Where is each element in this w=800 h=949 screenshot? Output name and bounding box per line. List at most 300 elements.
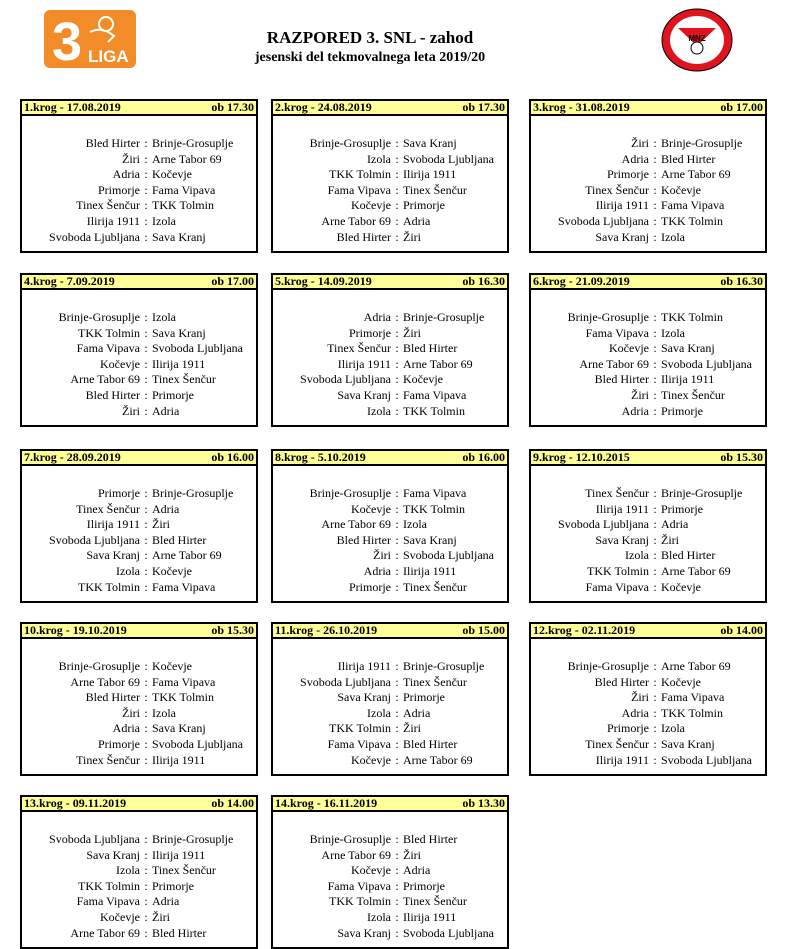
away-team: Svoboda Ljubljana bbox=[152, 341, 243, 356]
match-row bbox=[22, 737, 256, 753]
home-team: Kočevje bbox=[351, 752, 391, 767]
match-row bbox=[273, 404, 507, 420]
home-team: Žiri bbox=[122, 705, 140, 720]
match-row bbox=[22, 404, 256, 420]
match-separator: : bbox=[144, 167, 148, 182]
match-row bbox=[531, 357, 765, 373]
match-separator: : bbox=[395, 182, 399, 197]
match-row bbox=[273, 486, 507, 502]
home-team: Kočevje bbox=[100, 356, 140, 371]
home-team: Tinex Šenčur bbox=[585, 182, 649, 197]
away-team: Brinje-Grosuplje bbox=[661, 136, 743, 150]
round-header bbox=[22, 624, 256, 639]
away-team: Svoboda Ljubljana bbox=[403, 925, 494, 940]
match-separator: : bbox=[653, 517, 657, 532]
away-team: Primorje bbox=[403, 198, 445, 213]
match-row bbox=[531, 502, 765, 518]
round-time: ob 16.30 bbox=[462, 274, 505, 288]
match-separator: : bbox=[395, 310, 399, 324]
match-row bbox=[273, 910, 507, 926]
round-box bbox=[20, 273, 258, 427]
match-separator: : bbox=[653, 229, 657, 244]
away-team: Fama Vipava bbox=[152, 579, 216, 594]
home-team: Bled Hirter bbox=[85, 387, 140, 402]
match-separator: : bbox=[653, 341, 657, 356]
round-label: 9.krog - 12.10.2015 bbox=[533, 450, 630, 464]
home-team: Izola bbox=[367, 705, 391, 720]
match-separator: : bbox=[395, 486, 399, 500]
home-team: TKK Tolmin bbox=[78, 579, 140, 594]
round-header bbox=[273, 451, 507, 466]
home-team: Žiri bbox=[122, 403, 140, 418]
away-team: Brinje-Grosuplje bbox=[152, 136, 234, 150]
match-separator: : bbox=[395, 167, 399, 182]
away-team: Tinex Šenčur bbox=[661, 387, 725, 402]
round-box bbox=[529, 622, 767, 776]
match-separator: : bbox=[653, 182, 657, 197]
match-row bbox=[22, 198, 256, 214]
match-row bbox=[531, 136, 765, 152]
match-row bbox=[273, 136, 507, 152]
away-team: Izola bbox=[403, 517, 427, 532]
away-team: Brinje-Grosuplje bbox=[661, 486, 743, 500]
away-team: Arne Tabor 69 bbox=[661, 563, 731, 578]
home-team: Adria bbox=[621, 151, 649, 166]
match-row bbox=[273, 183, 507, 199]
match-row bbox=[531, 706, 765, 722]
away-team: Izola bbox=[661, 229, 685, 244]
away-team: Tinex Šenčur bbox=[403, 894, 467, 909]
home-team: TKK Tolmin bbox=[78, 325, 140, 340]
away-team: Sava Kranj bbox=[661, 736, 715, 751]
match-separator: : bbox=[144, 486, 148, 500]
home-team: Brinje-Grosuplje bbox=[309, 832, 391, 846]
home-team: Ilirija 1911 bbox=[595, 198, 649, 213]
match-row bbox=[22, 341, 256, 357]
match-row bbox=[273, 388, 507, 404]
home-team: Ilirija 1911 bbox=[86, 213, 140, 228]
home-team: Fama Vipava bbox=[327, 182, 391, 197]
away-team: Fama Vipava bbox=[403, 486, 467, 500]
away-team: Adria bbox=[403, 863, 431, 878]
match-separator: : bbox=[395, 136, 399, 150]
match-row bbox=[273, 341, 507, 357]
match-separator: : bbox=[395, 752, 399, 767]
away-team: Izola bbox=[152, 705, 176, 720]
round-box bbox=[20, 795, 258, 949]
away-team: Bled Hirter bbox=[661, 548, 716, 563]
away-team: Kočevje bbox=[661, 579, 701, 594]
match-row bbox=[22, 910, 256, 926]
match-row bbox=[531, 548, 765, 564]
round-header bbox=[273, 797, 507, 812]
match-row bbox=[22, 486, 256, 502]
away-team: Adria bbox=[152, 501, 180, 516]
home-team: Bled Hirter bbox=[336, 229, 391, 244]
match-separator: : bbox=[144, 532, 148, 547]
away-team: Žiri bbox=[152, 909, 170, 924]
match-row bbox=[22, 926, 256, 942]
away-team: Bled Hirter bbox=[152, 925, 207, 940]
match-separator: : bbox=[653, 563, 657, 578]
match-row bbox=[531, 580, 765, 596]
round-box bbox=[529, 99, 767, 253]
home-team: Adria bbox=[363, 310, 391, 324]
home-team: Ilirija 1911 bbox=[337, 356, 391, 371]
away-team: Arne Tabor 69 bbox=[152, 548, 222, 563]
match-list bbox=[273, 310, 507, 419]
match-separator: : bbox=[395, 501, 399, 516]
match-list bbox=[22, 659, 256, 768]
home-team: Svoboda Ljubljana bbox=[49, 229, 140, 244]
away-team: Kočevje bbox=[661, 674, 701, 689]
match-separator: : bbox=[653, 372, 657, 387]
match-list bbox=[531, 659, 765, 768]
match-row bbox=[531, 721, 765, 737]
round-label: 3.krog - 31.08.2019 bbox=[533, 100, 630, 114]
home-team: Žiri bbox=[631, 136, 649, 150]
match-row bbox=[22, 863, 256, 879]
round-time: ob 17.30 bbox=[462, 100, 505, 114]
away-team: Ilirija 1911 bbox=[403, 563, 457, 578]
round-label: 5.krog - 14.09.2019 bbox=[275, 274, 372, 288]
match-separator: : bbox=[144, 229, 148, 244]
match-row bbox=[273, 753, 507, 769]
match-row bbox=[273, 832, 507, 848]
round-time: ob 13.30 bbox=[462, 796, 505, 810]
home-team: Bled Hirter bbox=[336, 532, 391, 547]
home-team: Primorje bbox=[607, 721, 649, 736]
match-row bbox=[22, 659, 256, 675]
match-row bbox=[273, 848, 507, 864]
round-label: 13.krog - 09.11.2019 bbox=[24, 796, 127, 810]
match-separator: : bbox=[395, 387, 399, 402]
match-separator: : bbox=[144, 832, 148, 846]
home-team: Primorje bbox=[98, 182, 140, 197]
home-team: Ilirija 1911 bbox=[337, 659, 391, 673]
match-row bbox=[273, 894, 507, 910]
match-row bbox=[531, 675, 765, 691]
match-row bbox=[22, 580, 256, 596]
away-team: Fama Vipava bbox=[152, 182, 216, 197]
match-row bbox=[531, 404, 765, 420]
away-team: TKK Tolmin bbox=[661, 213, 723, 228]
home-team: Svoboda Ljubljana bbox=[49, 532, 140, 547]
match-separator: : bbox=[395, 548, 399, 563]
round-time: ob 15.00 bbox=[462, 623, 505, 637]
round-header bbox=[22, 101, 256, 116]
away-team: Arne Tabor 69 bbox=[403, 752, 473, 767]
match-row bbox=[22, 310, 256, 326]
match-separator: : bbox=[144, 705, 148, 720]
home-team: Ilirija 1911 bbox=[595, 752, 649, 767]
home-team: Adria bbox=[112, 167, 140, 182]
match-separator: : bbox=[653, 532, 657, 547]
match-separator: : bbox=[395, 341, 399, 356]
match-separator: : bbox=[395, 674, 399, 689]
away-team: Sava Kranj bbox=[403, 532, 457, 547]
home-team: Svoboda Ljubljana bbox=[558, 213, 649, 228]
match-separator: : bbox=[395, 517, 399, 532]
round-box bbox=[271, 449, 509, 603]
away-team: Svoboda Ljubljana bbox=[661, 752, 752, 767]
round-time: ob 15.30 bbox=[720, 450, 763, 464]
round-label: 2.krog - 24.08.2019 bbox=[275, 100, 372, 114]
match-row bbox=[22, 690, 256, 706]
home-team: Arne Tabor 69 bbox=[321, 213, 391, 228]
away-team: Žiri bbox=[661, 532, 679, 547]
match-row bbox=[273, 690, 507, 706]
match-separator: : bbox=[144, 213, 148, 228]
home-team: Bled Hirter bbox=[594, 674, 649, 689]
match-separator: : bbox=[144, 341, 148, 356]
match-row bbox=[22, 152, 256, 168]
away-team: Tinex Šenčur bbox=[403, 182, 467, 197]
away-team: Žiri bbox=[403, 847, 421, 862]
away-team: Brinje-Grosuplje bbox=[403, 310, 485, 324]
away-team: Žiri bbox=[403, 721, 421, 736]
match-separator: : bbox=[395, 863, 399, 878]
match-separator: : bbox=[144, 925, 148, 940]
match-row bbox=[273, 580, 507, 596]
round-box bbox=[20, 99, 258, 253]
match-row bbox=[22, 848, 256, 864]
home-team: Tinex Šenčur bbox=[76, 501, 140, 516]
home-team: Arne Tabor 69 bbox=[579, 356, 649, 371]
away-team: Ilirija 1911 bbox=[152, 356, 206, 371]
match-list bbox=[22, 310, 256, 419]
match-row bbox=[273, 659, 507, 675]
home-team: Sava Kranj bbox=[86, 847, 140, 862]
match-row bbox=[273, 167, 507, 183]
round-label: 6.krog - 21.09.2019 bbox=[533, 274, 630, 288]
match-separator: : bbox=[144, 674, 148, 689]
round-header bbox=[22, 797, 256, 812]
away-team: Sava Kranj bbox=[661, 341, 715, 356]
away-team: Fama Vipava bbox=[661, 198, 725, 213]
match-separator: : bbox=[144, 736, 148, 751]
home-team: Arne Tabor 69 bbox=[321, 517, 391, 532]
round-box bbox=[20, 622, 258, 776]
match-separator: : bbox=[395, 579, 399, 594]
match-separator: : bbox=[144, 863, 148, 878]
match-list bbox=[531, 310, 765, 419]
away-team: Žiri bbox=[403, 229, 421, 244]
away-team: Adria bbox=[152, 403, 180, 418]
round-time: ob 17.00 bbox=[720, 100, 763, 114]
match-separator: : bbox=[653, 403, 657, 418]
round-header bbox=[273, 275, 507, 290]
away-team: Arne Tabor 69 bbox=[403, 356, 473, 371]
match-row bbox=[531, 167, 765, 183]
away-team: TKK Tolmin bbox=[661, 705, 723, 720]
match-separator: : bbox=[144, 659, 148, 673]
match-row bbox=[531, 326, 765, 342]
home-team: Fama Vipava bbox=[76, 894, 140, 909]
match-separator: : bbox=[144, 563, 148, 578]
away-team: Svoboda Ljubljana bbox=[403, 151, 494, 166]
home-team: Izola bbox=[625, 548, 649, 563]
home-team: Bled Hirter bbox=[594, 372, 649, 387]
round-header bbox=[22, 451, 256, 466]
match-row bbox=[531, 152, 765, 168]
home-team: TKK Tolmin bbox=[329, 721, 391, 736]
match-separator: : bbox=[395, 403, 399, 418]
home-team: Adria bbox=[621, 403, 649, 418]
match-row bbox=[273, 564, 507, 580]
match-row bbox=[22, 675, 256, 691]
round-box bbox=[271, 273, 509, 427]
match-separator: : bbox=[653, 151, 657, 166]
home-team: Svoboda Ljubljana bbox=[49, 832, 140, 846]
home-team: Kočevje bbox=[351, 501, 391, 516]
away-team: Kočevje bbox=[152, 659, 192, 673]
match-separator: : bbox=[653, 136, 657, 150]
match-separator: : bbox=[653, 486, 657, 500]
match-separator: : bbox=[653, 705, 657, 720]
match-row bbox=[531, 310, 765, 326]
match-row bbox=[22, 502, 256, 518]
home-team: TKK Tolmin bbox=[78, 878, 140, 893]
match-separator: : bbox=[653, 659, 657, 673]
match-list bbox=[22, 136, 256, 245]
away-team: Primorje bbox=[661, 501, 703, 516]
match-separator: : bbox=[395, 532, 399, 547]
match-separator: : bbox=[144, 548, 148, 563]
away-team: Ilirija 1911 bbox=[403, 909, 457, 924]
match-row bbox=[22, 564, 256, 580]
round-box bbox=[271, 795, 509, 949]
match-row bbox=[531, 198, 765, 214]
match-row bbox=[22, 357, 256, 373]
home-team: Adria bbox=[621, 705, 649, 720]
home-team: Primorje bbox=[349, 579, 391, 594]
match-separator: : bbox=[395, 198, 399, 213]
match-separator: : bbox=[653, 198, 657, 213]
home-team: Izola bbox=[367, 909, 391, 924]
match-row bbox=[531, 388, 765, 404]
home-team: Adria bbox=[112, 721, 140, 736]
home-team: Žiri bbox=[122, 151, 140, 166]
home-team: Arne Tabor 69 bbox=[70, 674, 140, 689]
home-team: Fama Vipava bbox=[327, 736, 391, 751]
match-separator: : bbox=[144, 325, 148, 340]
away-team: Bled Hirter bbox=[403, 341, 458, 356]
home-team: Žiri bbox=[373, 548, 391, 563]
away-team: Izola bbox=[152, 310, 176, 324]
away-team: Izola bbox=[152, 213, 176, 228]
match-row bbox=[22, 230, 256, 246]
match-separator: : bbox=[144, 721, 148, 736]
home-team: Sava Kranj bbox=[337, 387, 391, 402]
home-team: Izola bbox=[116, 563, 140, 578]
match-row bbox=[273, 198, 507, 214]
away-team: Adria bbox=[661, 517, 689, 532]
mnz-logo bbox=[660, 8, 734, 72]
match-row bbox=[22, 533, 256, 549]
match-row bbox=[22, 183, 256, 199]
match-row bbox=[273, 863, 507, 879]
match-separator: : bbox=[395, 878, 399, 893]
away-team: Adria bbox=[403, 213, 431, 228]
away-team: Bled Hirter bbox=[661, 151, 716, 166]
home-team: Svoboda Ljubljana bbox=[300, 372, 391, 387]
match-row bbox=[273, 533, 507, 549]
round-label: 11.krog - 26.10.2019 bbox=[275, 623, 378, 637]
home-team: Sava Kranj bbox=[595, 532, 649, 547]
away-team: Sava Kranj bbox=[152, 325, 206, 340]
home-team: Arne Tabor 69 bbox=[70, 925, 140, 940]
match-separator: : bbox=[653, 674, 657, 689]
home-team: Primorje bbox=[98, 736, 140, 751]
match-separator: : bbox=[144, 151, 148, 166]
match-separator: : bbox=[144, 752, 148, 767]
home-team: Brinje-Grosuplje bbox=[58, 310, 140, 324]
match-separator: : bbox=[395, 229, 399, 244]
match-row bbox=[22, 894, 256, 910]
away-team: TKK Tolmin bbox=[152, 690, 214, 705]
match-separator: : bbox=[144, 501, 148, 516]
round-header bbox=[22, 275, 256, 290]
home-team: Sava Kranj bbox=[86, 548, 140, 563]
match-row bbox=[22, 517, 256, 533]
home-team: Svoboda Ljubljana bbox=[558, 517, 649, 532]
match-row bbox=[22, 136, 256, 152]
round-label: 1.krog - 17.08.2019 bbox=[24, 100, 121, 114]
home-team: Tinex Šenčur bbox=[585, 736, 649, 751]
home-team: Fama Vipava bbox=[76, 341, 140, 356]
match-row bbox=[22, 879, 256, 895]
match-separator: : bbox=[144, 690, 148, 705]
round-header bbox=[273, 624, 507, 639]
match-row bbox=[273, 152, 507, 168]
away-team: Ilirija 1911 bbox=[152, 752, 206, 767]
match-separator: : bbox=[395, 213, 399, 228]
match-row bbox=[531, 753, 765, 769]
round-header bbox=[531, 275, 765, 290]
match-separator: : bbox=[395, 847, 399, 862]
match-row bbox=[273, 357, 507, 373]
match-separator: : bbox=[395, 721, 399, 736]
match-separator: : bbox=[144, 372, 148, 387]
match-separator: : bbox=[653, 356, 657, 371]
round-time: ob 14.00 bbox=[211, 796, 254, 810]
round-header bbox=[531, 101, 765, 116]
away-team: Izola bbox=[661, 325, 685, 340]
match-separator: : bbox=[144, 894, 148, 909]
match-separator: : bbox=[144, 579, 148, 594]
match-row bbox=[273, 721, 507, 737]
match-separator: : bbox=[395, 909, 399, 924]
league-logo-text: LIGA bbox=[88, 47, 129, 66]
home-team: Kočevje bbox=[100, 909, 140, 924]
match-row bbox=[273, 517, 507, 533]
match-separator: : bbox=[653, 579, 657, 594]
match-separator: : bbox=[653, 752, 657, 767]
away-team: Sava Kranj bbox=[403, 136, 457, 150]
away-team: Adria bbox=[152, 894, 180, 909]
match-row bbox=[273, 548, 507, 564]
away-team: Primorje bbox=[403, 690, 445, 705]
match-separator: : bbox=[395, 659, 399, 673]
home-team: TKK Tolmin bbox=[587, 563, 649, 578]
home-team: Brinje-Grosuplje bbox=[567, 659, 649, 673]
match-row bbox=[531, 659, 765, 675]
match-row bbox=[531, 372, 765, 388]
match-separator: : bbox=[653, 167, 657, 182]
home-team: Tinex Šenčur bbox=[327, 341, 391, 356]
match-list bbox=[22, 832, 256, 941]
